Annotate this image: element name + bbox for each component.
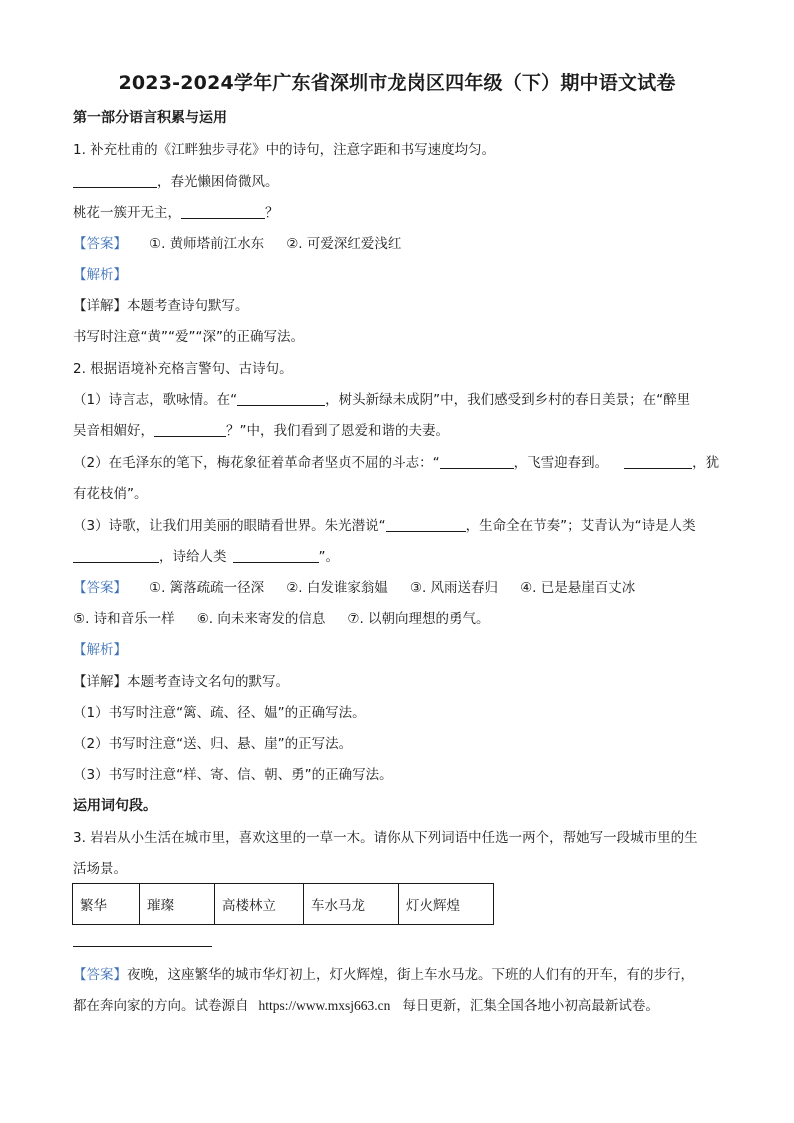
q2-answer-row2	[73, 609, 733, 629]
fill-blank[interactable]	[73, 548, 159, 563]
q2-s3-line2: ，诗给人类 ”。	[73, 547, 733, 567]
fill-blank[interactable]	[233, 548, 319, 563]
fill-blank[interactable]	[237, 391, 325, 406]
q2-s1-line2: 吴音相媚好， ？”中，我们看到了恩爱和谐的夫妻。	[73, 423, 449, 439]
q2-detail: 【详解】本题考查诗文名句的默写。	[73, 674, 289, 690]
page-title: 2023-2024学年广东省深圳市龙岗区四年级（下）期中语文试卷	[118, 72, 676, 94]
q1-note: 书写时注意“黄”“爱”“深”的正确写法。	[73, 329, 304, 345]
q2-s1-line1: （1）诗言志，歌咏情。在“ ，树头新绿未成阴”中，我们感受到乡村的春日美景；在“醉里	[73, 392, 691, 408]
answer-item: ①. 黄师塔前江水东	[149, 236, 265, 252]
answer-item: ⑥. 向未来寄发的信息	[196, 611, 326, 627]
word-table	[72, 883, 494, 925]
q2-answer-row1	[73, 578, 733, 598]
q3-stem-line1: 3. 岩岩从小生活在城市里，喜欢这里的一草一木。请你从下列词语中任选一两个，帮她写一段城市里的生	[73, 830, 698, 846]
q2-note: （2）书写时注意“送、归、悬、崖”的正写法。	[73, 736, 353, 752]
q3-answer-line1: 【答案】夜晚，这座繁华的城市华灯初上，灯火辉煌，街上车水马龙。下班的人们有的开车，有的步行，	[73, 967, 694, 983]
q2-s2-line1: （2）在毛泽东的笔下，梅花象征着革命者坚贞不屈的斗志：“ ，飞雪迎春到。 ，犹	[73, 455, 720, 471]
word-cell: 繁华	[73, 884, 140, 925]
q3-stem-line2: 活场景。	[73, 861, 127, 877]
answer-tag: 【答案】	[73, 236, 127, 252]
answer-item: ②. 可爱深红爱浅红	[286, 236, 402, 252]
answer-item: ①. 篱落疏疏一径深	[149, 580, 265, 596]
q1-stem: 1. 补充杜甫的《江畔独步寻花》中的诗句，注意字距和书写速度均匀。	[73, 142, 496, 158]
fill-blank[interactable]	[624, 454, 692, 469]
answer-item: ④. 已是悬崖百丈冰	[520, 580, 636, 596]
word-cell: 灯火辉煌	[399, 884, 494, 925]
analysis-tag: 【解析】	[73, 267, 127, 283]
fill-blank[interactable]	[386, 517, 466, 532]
fill-blank[interactable]	[440, 454, 514, 469]
word-cell: 高楼林立	[215, 884, 304, 925]
analysis-tag: 【解析】	[73, 642, 127, 658]
fill-blank[interactable]	[181, 204, 265, 219]
q1-line2: 桃花一簇开无主， ？	[73, 205, 279, 221]
answer-tag: 【答案】	[73, 967, 127, 983]
source-link[interactable]: https://www.mxsj663.cn	[258, 998, 391, 1013]
q2-s2-line2: 有花枝俏”。	[73, 486, 148, 502]
q2-note: （3）书写时注意“样、寄、信、朝、勇”的正确写法。	[73, 767, 393, 783]
answer-item: ②. 白发谁家翁媪	[286, 580, 388, 596]
word-cell: 璀璨	[140, 884, 215, 925]
answer-line	[73, 946, 212, 947]
q2-stem: 2. 根据语境补充格言警句、古诗句。	[73, 361, 293, 377]
answer-item: ⑦. 以朝向理想的勇气。	[347, 611, 490, 627]
answer-tag: 【答案】	[73, 580, 127, 596]
q2-s3-line1: （3）诗歌，让我们用美丽的眼睛看世界。朱光潜说“ ，生命全在节奏”；艾青认为“诗是人类	[73, 518, 696, 534]
q3-answer-line2: 都在奔向家的方向。试卷源自 https://www.mxsj663.cn 每日更新，汇集全国各地小初高最新试卷。	[73, 998, 659, 1014]
q2-note: （1）书写时注意“篱、疏、径、媪”的正确写法。	[73, 705, 366, 721]
part2-heading: 运用词句段。	[73, 798, 157, 814]
q1-line1: ，春光懒困倚微风。	[73, 172, 733, 192]
answer-item: ⑤. 诗和音乐一样	[73, 611, 175, 627]
fill-blank[interactable]	[154, 422, 226, 437]
q1-answer	[73, 234, 733, 254]
fill-blank[interactable]	[73, 173, 157, 188]
word-cell: 车水马龙	[304, 884, 399, 925]
q1-detail: 【详解】本题考查诗句默写。	[73, 298, 249, 314]
answer-item: ③. 风雨送春归	[409, 580, 499, 596]
part1-heading: 第一部分语言积累与运用	[73, 110, 227, 126]
